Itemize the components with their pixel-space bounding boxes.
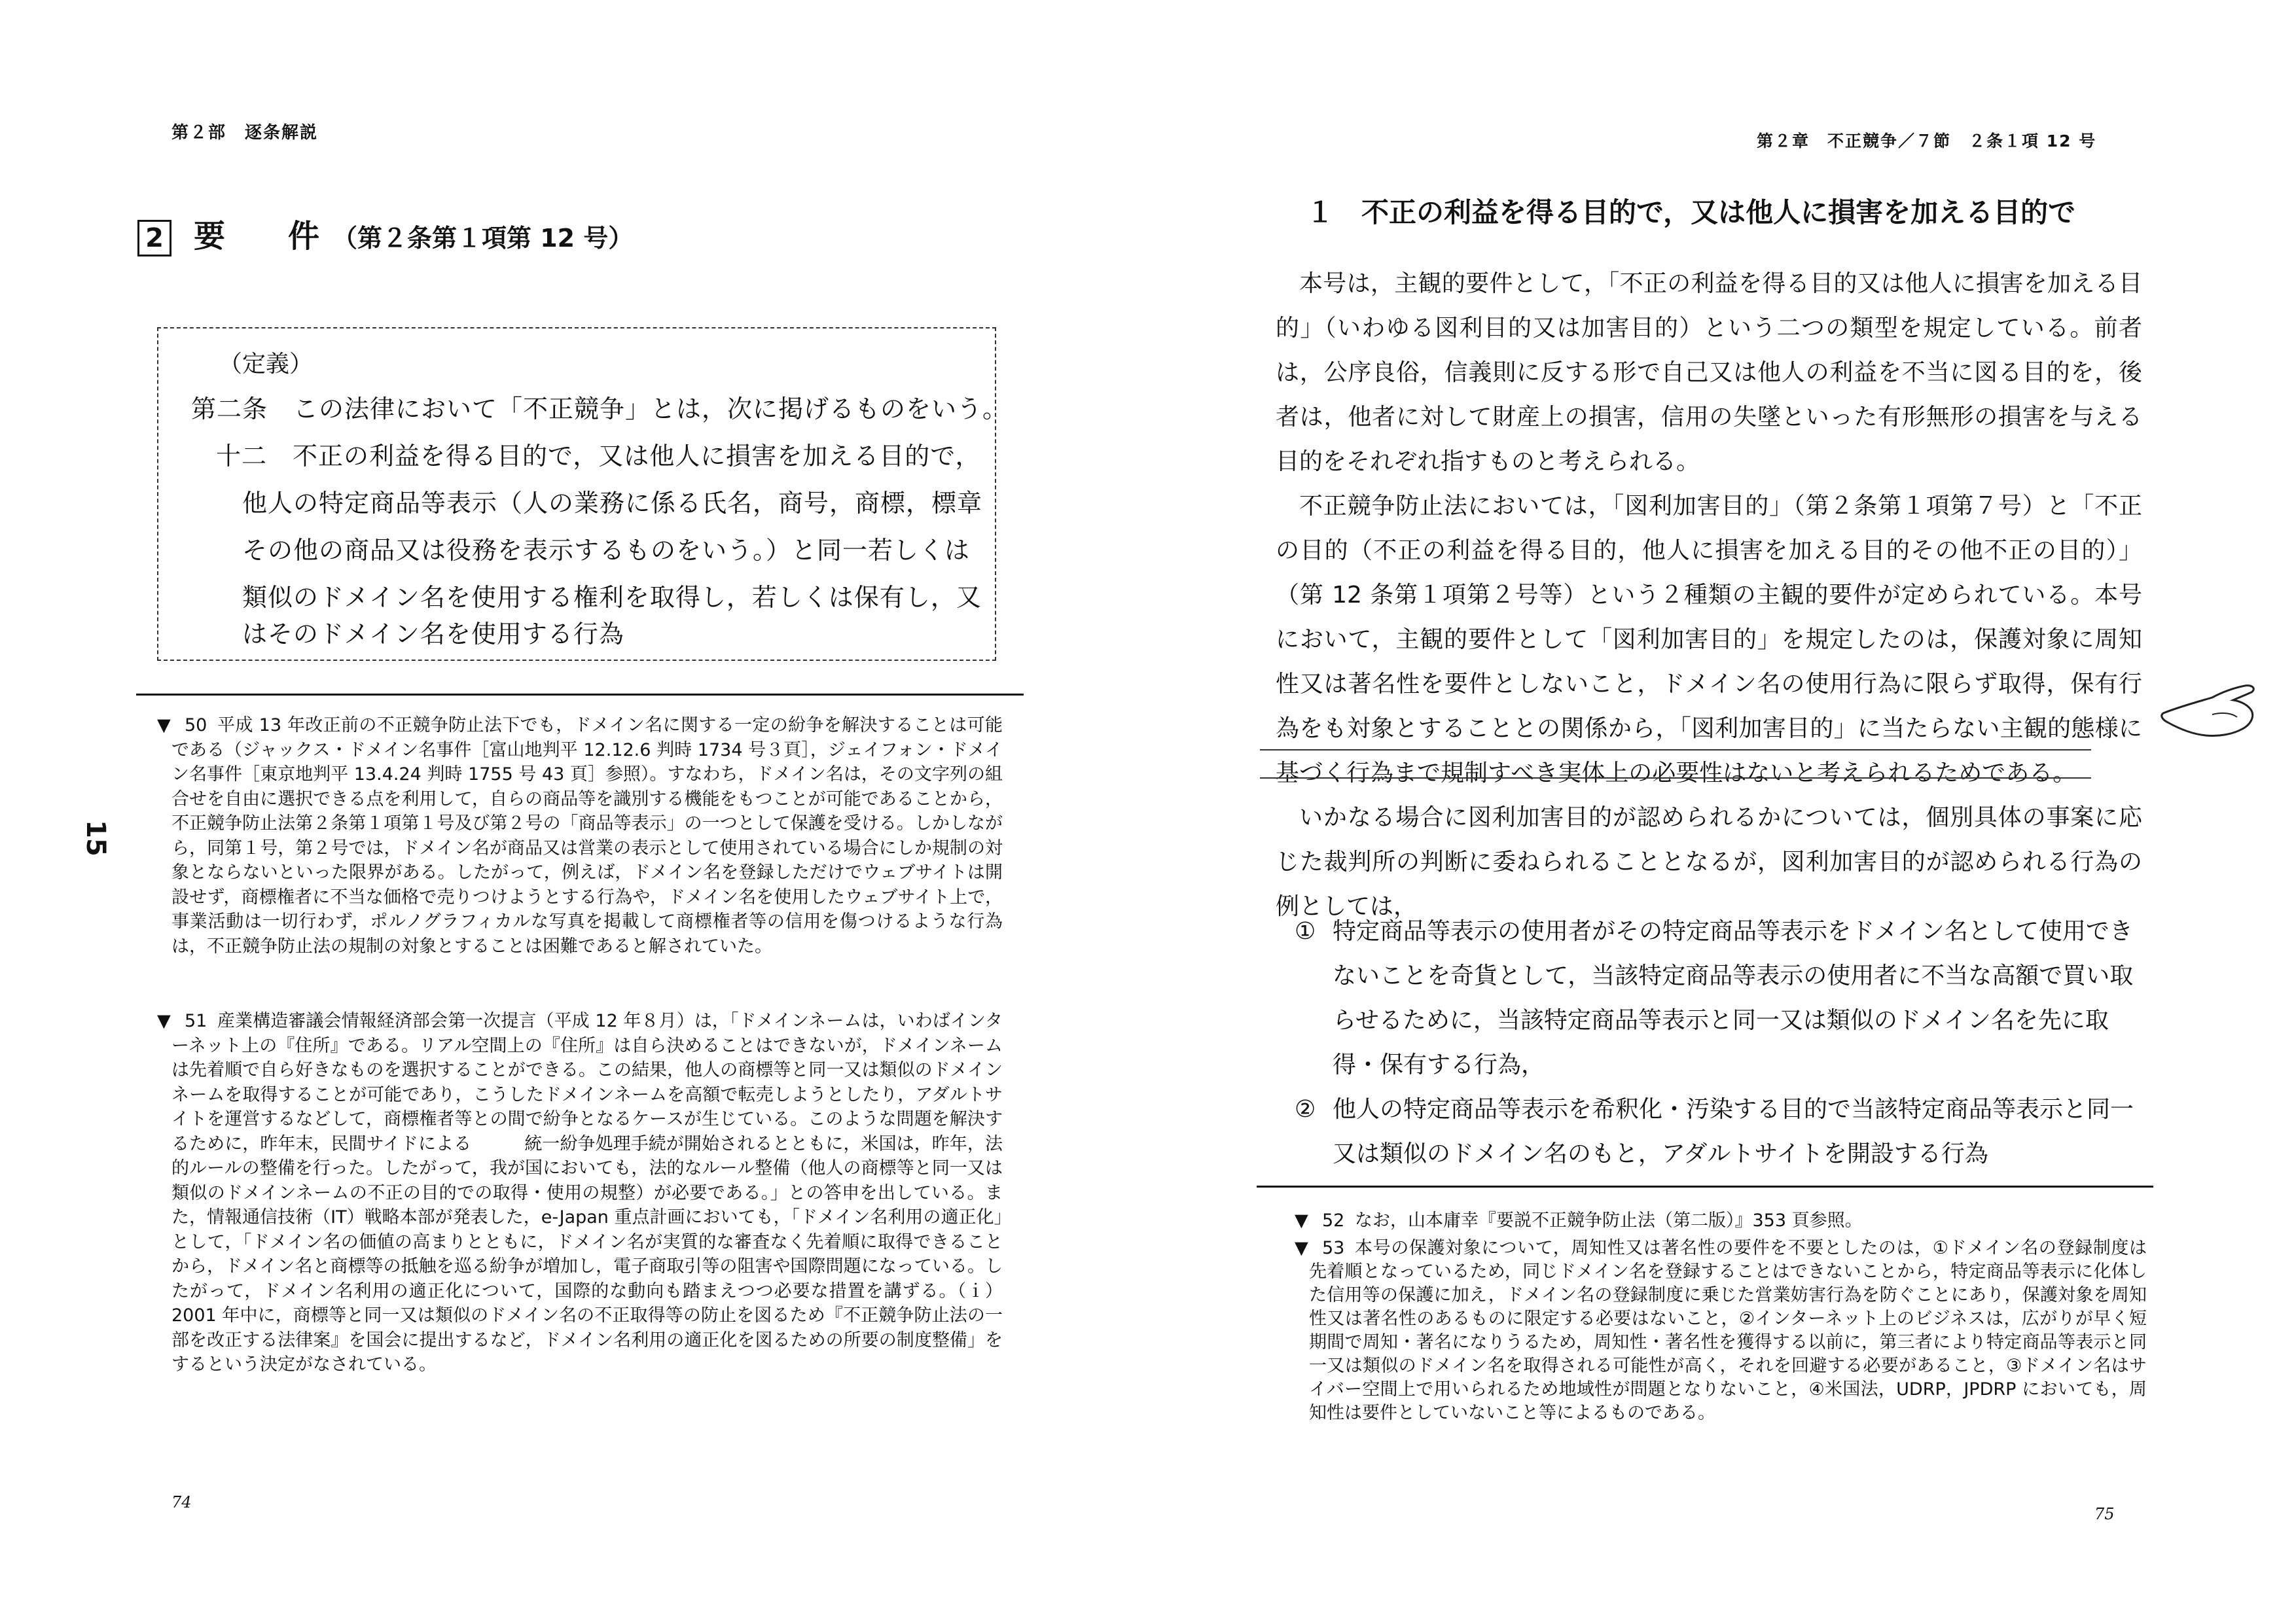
footnote-50 (157, 713, 1003, 959)
running-head-right: 第２章 不正競争／７節 ２条１項 12 号 (1757, 132, 2097, 150)
subsection-heading: １ 不正の利益を得る目的で，又は他人に損害を加える目的で (1306, 196, 2076, 228)
definition-line: その他の商品又は役務を表示するものをいう。）と同一若しくは (242, 536, 971, 565)
body-text (1276, 262, 2142, 929)
footnote-52 (1295, 1209, 2147, 1233)
definition-line: 類似のドメイン名を使用する権利を取得し，若しくは保有し，又 (242, 583, 982, 612)
definition-box (157, 327, 1009, 661)
running-head-left: 第２部 逐条解説 (171, 123, 319, 143)
section-title (137, 211, 633, 256)
list-item-text: 他人の特定商品等表示を希釈化・汚染する目的で当該特定商品等表示と同一又は類似のドメイン名のもと，アダルトサイトを開設する行為 (1333, 1096, 2134, 1167)
footnote-51 (157, 1009, 1003, 1377)
footnote-number: 50 (185, 715, 207, 735)
paragraph: 本号は，主観的要件として，「不正の利益を得る目的又は他人に損害を加える目的」（いわゆる図利目的又は加害目的）という二つの類型を規定している。前者は，公序良俗，信義則に反する形で自己又は他人の利益を不当に図る目的を，後者は，他者に対して財産上の損害，信用の失墜といった有形無形の損害を与える目的をそれぞれ指すものと考えられる。 (1276, 270, 2142, 475)
definition-line: 第二条 この法律において「不正競争」とは，次に掲げるものをいう。 (191, 395, 1009, 423)
section-title-ref: （第２条第１項第 12 号） (332, 224, 634, 253)
page-number-left: 74 (171, 1493, 192, 1511)
footnote-number: 53 (1322, 1238, 1345, 1258)
handwritten-underline (1260, 749, 2091, 750)
footnote-number: 51 (185, 1011, 207, 1031)
definition-heading: （定義） (219, 351, 314, 378)
footnote-53 (1295, 1237, 2147, 1425)
footnote-text: 産業構造審議会情報経済部会第一次提言（平成 12 年８月）は，「ドメインネームは，いわばインターネット上の『住所』である。リアル空間上の『住所』は自ら決めることはできないが，ドメインネームは先着順で自ら好きなものを選択することができる。この結果，他人の商標等と同一又は類似のドメインネームを取得することが可能であり，こうしたドメインネームを高額で転売しようとしたり，アダルトサイトを運営するなどして，商標権者等との間で紛争となるケースが生じている。このような問題を解決するために，昨年末，民間サイドによる 統一紛争処理手続が開始されるとともに，米国は，昨年，法的ルールの整備を行った。したがって，我が国においても，法的なルール整備（他人の商標等と同一又は類似のドメインネームの不正の目的での取得・使用の規整）が必要である。」との答申を出している。また，情報通信技術（IT）戦略本部が発表した，e-Japan 重点計画においても，「ドメイン名利用の適正化」として，「ドメイン名の価値の高まりとともに，ドメイン名が実質的な審査なく先着順に取得できることから，ドメイン名と商標等の抵触を巡る紛争が増加し，電子商取引等の阻害や国際問題になっている。したがって，ドメイン名利用の適正化について，国際的な動向も踏まえつつ必要な措置を講ずる。（ｉ）2001 年中に，商標等と同一又は類似のドメイン名の不正取得等の防止を図るため『不正競争防止法の一部を改正する法律案』を国会に提出するなど，ドメイン名利用の適正化を図るための所要の制度整備」をするという決定がなされている。 (171, 1011, 1003, 1375)
handwritten-underline (1260, 777, 2091, 779)
section-title-text: 要 件 (194, 218, 320, 255)
footnote-number: 52 (1322, 1210, 1345, 1231)
footnote-marker: ▼ (157, 1011, 171, 1031)
list-marker: ② (1295, 1096, 1316, 1123)
footnote-divider (136, 694, 1024, 696)
definition-line: はそのドメイン名を使用する行為 (242, 620, 624, 648)
footnote-marker: ▼ (1295, 1210, 1308, 1231)
footnote-marker: ▼ (157, 715, 171, 735)
list-item-text: 特定商品等表示の使用者がその特定商品等表示をドメイン名として使用できないことを奇貨として，当該特定商品等表示の使用者に不当な高額で買い取らせるために，当該特定商品等表示と同一又は類似のドメイン名を先に取得・保有する行為， (1333, 918, 2134, 1078)
definition-line: 十二 不正の利益を得る目的で，又は他人に損害を加える目的で， (216, 442, 981, 470)
example-list (1295, 909, 2139, 1176)
section-number-box: 2 (137, 220, 171, 256)
footnote-text: 平成 13 年改正前の不正競争防止法下でも，ドメイン名に関する一定の紛争を解決することは可能である（ジャックス・ドメイン名事件［富山地判平 12.12.6 判時 1734 号３頁］，ジェイフォン・ドメイン名事件［東京地判平 13.4.24 判時 1755 号 43 頁］参照）。すなわち，ドメイン名は，その文字列の組合せを自由に選択できる点を利用して，自らの商品等を識別する機能をもつことが可能であることから，不正競争防止法第２条第１項第１号及び第２号の「商品等表示」の一つとして保護を受ける。しかしながら，同第１号，第２号では，ドメイン名が商品又は営業の表示として使用されている場合にしか規制の対象とならないといった限界がある。したがって，例えば，ドメイン名を登録しただけでウェブサイトは開設せず，商標権者に不当な価格で売りつけようとする行為や，ドメイン名を使用したウェブサイト上で，事業活動は一切行わず，ポルノグラフィカルな写真を掲載して商標権者等の信用を傷つけるような行為は，不正競争防止法の規制の対象とすることは困難であると解されていた。 (171, 715, 1003, 957)
list-item (1295, 909, 2139, 1087)
footnote-divider (1257, 1186, 2153, 1188)
footnote-text: 本号の保護対象について，周知性又は著名性の要件を不要としたのは，①ドメイン名の登録制度は先着順となっているため，同じドメイン名を登録することはできないことから，特定商品等表示に化体した信用等の保護に加え，ドメイン名の登録制度に乗じた営業妨害行為を防ぐことにあり，保護対象を周知性又は著名性のあるものに限定する必要はないこと，②インターネット上のビジネスは，広がりが早く短期間で周知・著名になりうるため，周知性・著名性を獲得する以前に，第三者により特定商品等表示と同一又は類似のドメイン名を取得される可能性が高く，それを回避する必要があること，③ドメイン名はサイバー空間上で用いられるため地域性が問題となりないこと，④米国法，UDRP，JPDRP においても，周知性は要件としていないこと等によるものである。 (1309, 1238, 2147, 1423)
pointing-hand-icon (2160, 674, 2265, 746)
side-page-number: 15 (80, 820, 111, 856)
definition-line: 他人の特定商品等表示（人の業務に係る氏名，商号，商標，標章 (242, 489, 983, 518)
footnote-marker: ▼ (1295, 1238, 1308, 1258)
paragraph: 不正競争防止法においては，「図利加害目的」（第２条第１項第７号）と「不正の目的（不正の利益を得る目的，他人に損害を加える目的その他不正の目的）」（第 12 条第１項第２号等）という２種類の主観的要件が定められている。本号において，主観的要件として「図利加害目的」を規定したのは，保護対象に周知性又は著名性を要件としないこと，ドメイン名の使用行為に限らず取得，保有行為をも対象とすることとの関係から，「図利加害目的」に当たらない主観的態様に基づく行為まで規制すべき実体上の必要性はないと考えられるためである。 (1276, 493, 2142, 786)
list-marker: ① (1295, 918, 1316, 945)
page-number-right: 75 (2094, 1505, 2115, 1523)
list-item (1295, 1087, 2139, 1176)
footnote-text: なお，山本庸幸『要説不正競争防止法（第二版）』353 頁参照。 (1355, 1210, 1863, 1231)
paragraph: いかなる場合に図利加害目的が認められるかについては，個別具体の事案に応じた裁判所の判断に委ねられることとなるが，図利加害目的が認められる行為の例としては， (1276, 804, 2142, 920)
right-page (1148, 0, 2296, 1624)
